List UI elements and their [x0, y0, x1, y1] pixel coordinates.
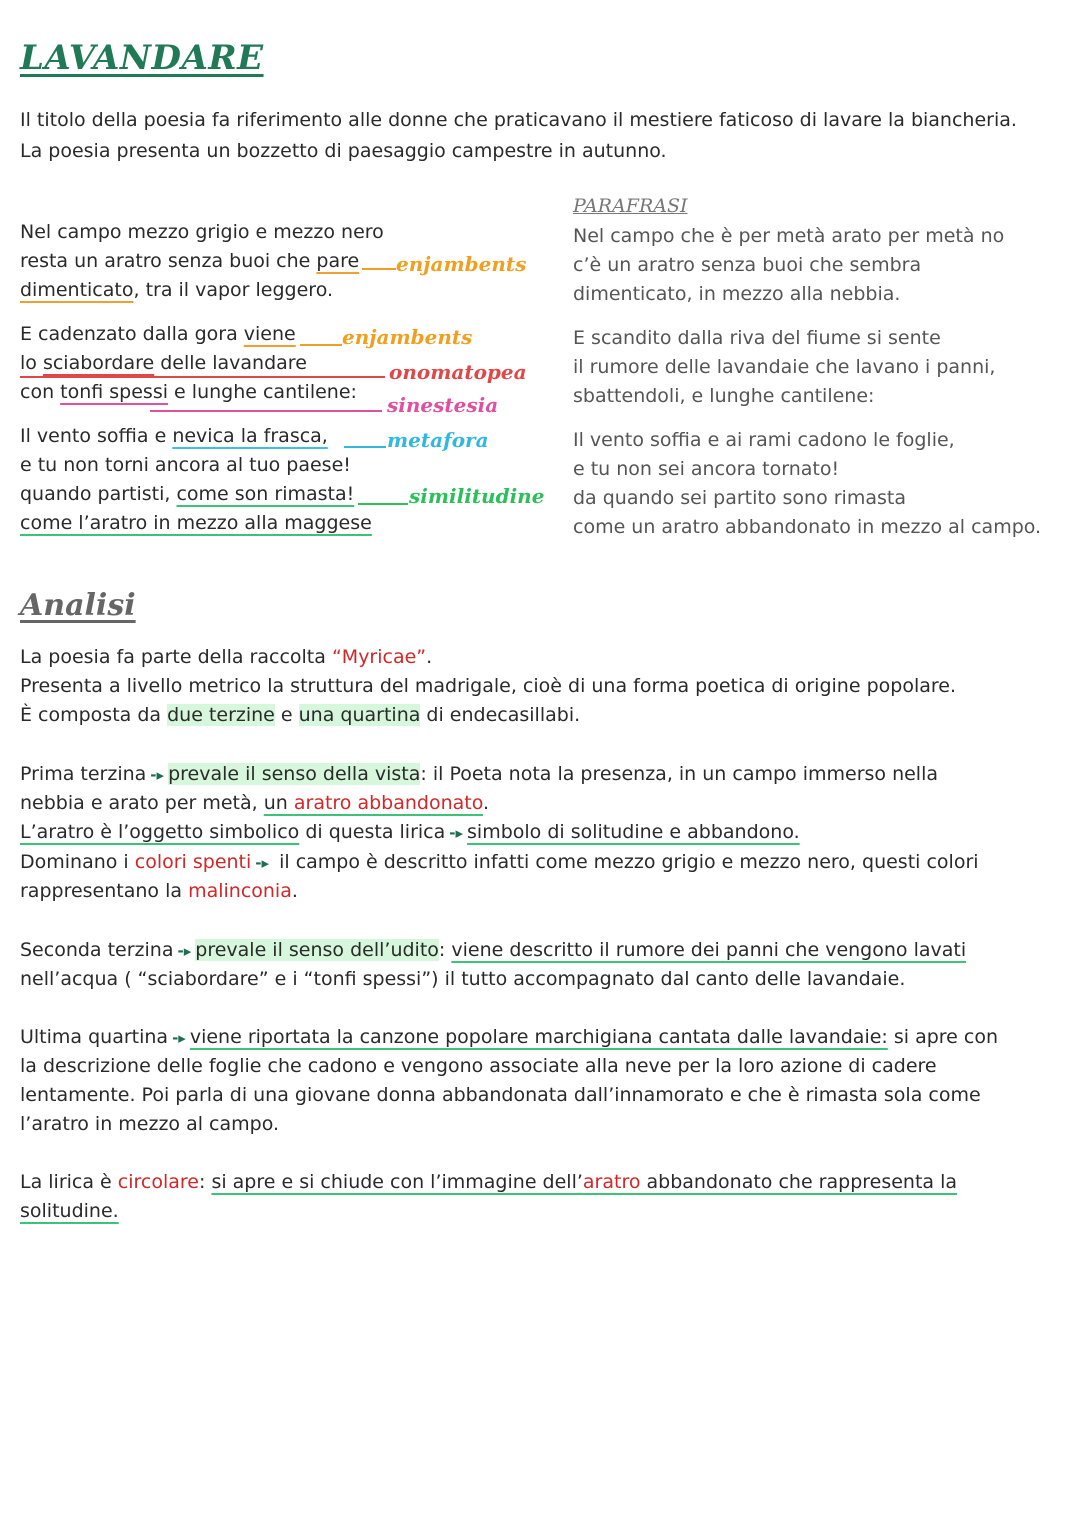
analisi-line: Seconda terzina -▸ prevale il senso dell’udito: viene descritto il rumore dei panni che vengono lavati — [20, 939, 967, 961]
poem-line: quando partisti, come son rimasta! — [20, 483, 355, 505]
arrow-icon: -▸ — [449, 824, 464, 842]
parafrasi-line: come un aratro abbandonato in mezzo al campo. — [573, 516, 1042, 538]
parafrasi-line: il rumore delle lavandaie che lavano i panni, — [573, 356, 996, 378]
sinestesia-words: tonfi spessi — [60, 381, 169, 403]
poem-line: lo sciabordare delle lavandare — [20, 352, 307, 374]
analisi-line: L’aratro è l’oggetto simbolico di questa lirica -▸ simbolo di solitudine e abbandono. — [20, 821, 800, 843]
page-title: LAVANDARE — [20, 38, 264, 78]
arrow-icon: -▸ — [255, 854, 270, 872]
analisi-line: solitudine. — [20, 1200, 119, 1222]
parafrasi-line: E scandito dalla riva del fiume si sente — [573, 327, 941, 349]
parafrasi-line: Il vento soffia e ai rami cadono le foglie, — [573, 429, 955, 451]
section-heading-analisi: Analisi — [20, 588, 136, 623]
parafrasi-title: PARAFRASI — [573, 195, 688, 217]
parafrasi-line: dimenticato, in mezzo alla nebbia. — [573, 283, 901, 305]
metafora-words: nevica la frasca, — [172, 425, 328, 447]
parafrasi-line: c’è un aratro senza buoi che sembra — [573, 254, 922, 276]
connector-line — [362, 268, 396, 270]
poem-line: dimenticato, tra il vapor leggero. — [20, 279, 334, 301]
analisi-line: rappresentano la malinconia. — [20, 880, 298, 902]
analisi-line: Presenta a livello metrico la struttura del madrigale, cioè di una forma poetica di origine popolare. — [20, 675, 956, 697]
intro-line-2: La poesia presenta un bozzetto di paesaggio campestre in autunno. — [20, 140, 667, 162]
analisi-line: Dominano i colori spenti -▸ il campo è descritto infatti come mezzo grigio e mezzo nero, questi colori — [20, 851, 979, 873]
analisi-line: È composta da due terzine e una quartina di endecasillabi. — [20, 704, 581, 726]
figure-enjambents: enjambents — [396, 252, 527, 276]
poem-line: Il vento soffia e nevica la frasca, — [20, 425, 328, 447]
parafrasi-line: Nel campo che è per metà arato per metà no — [573, 225, 1005, 247]
poem-line: Nel campo mezzo grigio e mezzo nero — [20, 221, 384, 243]
connector-line — [344, 446, 386, 448]
enjambent-word: viene — [243, 323, 296, 345]
poem-line: e tu non torni ancora al tuo paese! — [20, 454, 351, 476]
onomatopea-word: sciabordare — [42, 352, 155, 374]
analisi-line: Prima terzina -▸ prevale il senso della vista: il Poeta nota la presenza, in un campo immerso nella — [20, 763, 938, 785]
enjambent-word: pare — [316, 250, 360, 272]
poem-line: come l’aratro in mezzo alla maggese — [20, 512, 372, 534]
similitudine-words: come son rimasta! — [176, 483, 355, 505]
figure-onomatopea: onomatopea — [389, 360, 527, 384]
figure-metafora: metafora — [387, 428, 489, 452]
analisi-line: l’aratro in mezzo al campo. — [20, 1113, 280, 1135]
enjambent-word: dimenticato — [20, 279, 134, 301]
figure-similitudine: similitudine — [409, 484, 545, 508]
poem-line: E cadenzato dalla gora viene — [20, 323, 296, 345]
analisi-line: lentamente. Poi parla di una giovane donna abbandonata dall’innamorato e che è rimasta sola come — [20, 1084, 981, 1106]
analisi-line: la descrizione delle foglie che cadono e vengono associate alla neve per la loro azione di cadere — [20, 1055, 937, 1077]
parafrasi-line: sbattendoli, e lunghe cantilene: — [573, 385, 875, 407]
connector-line — [150, 410, 382, 412]
connector-line — [300, 344, 342, 346]
analisi-line: Ultima quartina -▸ viene riportata la canzone popolare marchigiana cantata dalle lavandaie: si apre con — [20, 1026, 999, 1048]
arrow-icon: -▸ — [150, 766, 165, 784]
arrow-icon: -▸ — [172, 1029, 186, 1047]
parafrasi-line: e tu non sei ancora tornato! — [573, 458, 840, 480]
connector-line — [358, 503, 408, 505]
analisi-line: nebbia e arato per metà, un aratro abbandonato. — [20, 792, 490, 814]
figure-sinestesia: sinestesia — [387, 393, 499, 417]
analisi-line: La poesia fa parte della raccolta “Myricae”. — [20, 646, 433, 668]
intro-line-1: Il titolo della poesia fa riferimento alle donne che praticavano il mestiere faticoso di lavare la biancheria. — [20, 109, 1017, 131]
poem-line: resta un aratro senza buoi che pare — [20, 250, 360, 272]
poem-line: con tonfi spessi e lunghe cantilene: — [20, 381, 357, 403]
figure-enjambents: enjambents — [342, 325, 473, 349]
analisi-line: La lirica è circolare: si apre e si chiude con l’immagine dell’aratro abbandonato che rappresenta la — [20, 1171, 958, 1193]
arrow-icon: -▸ — [177, 942, 192, 960]
analisi-line: nell’acqua ( “sciabordare” e i “tonfi spessi”) il tutto accompagnato dal canto delle lavandaie. — [20, 968, 906, 990]
parafrasi-line: da quando sei partito sono rimasta — [573, 487, 906, 509]
